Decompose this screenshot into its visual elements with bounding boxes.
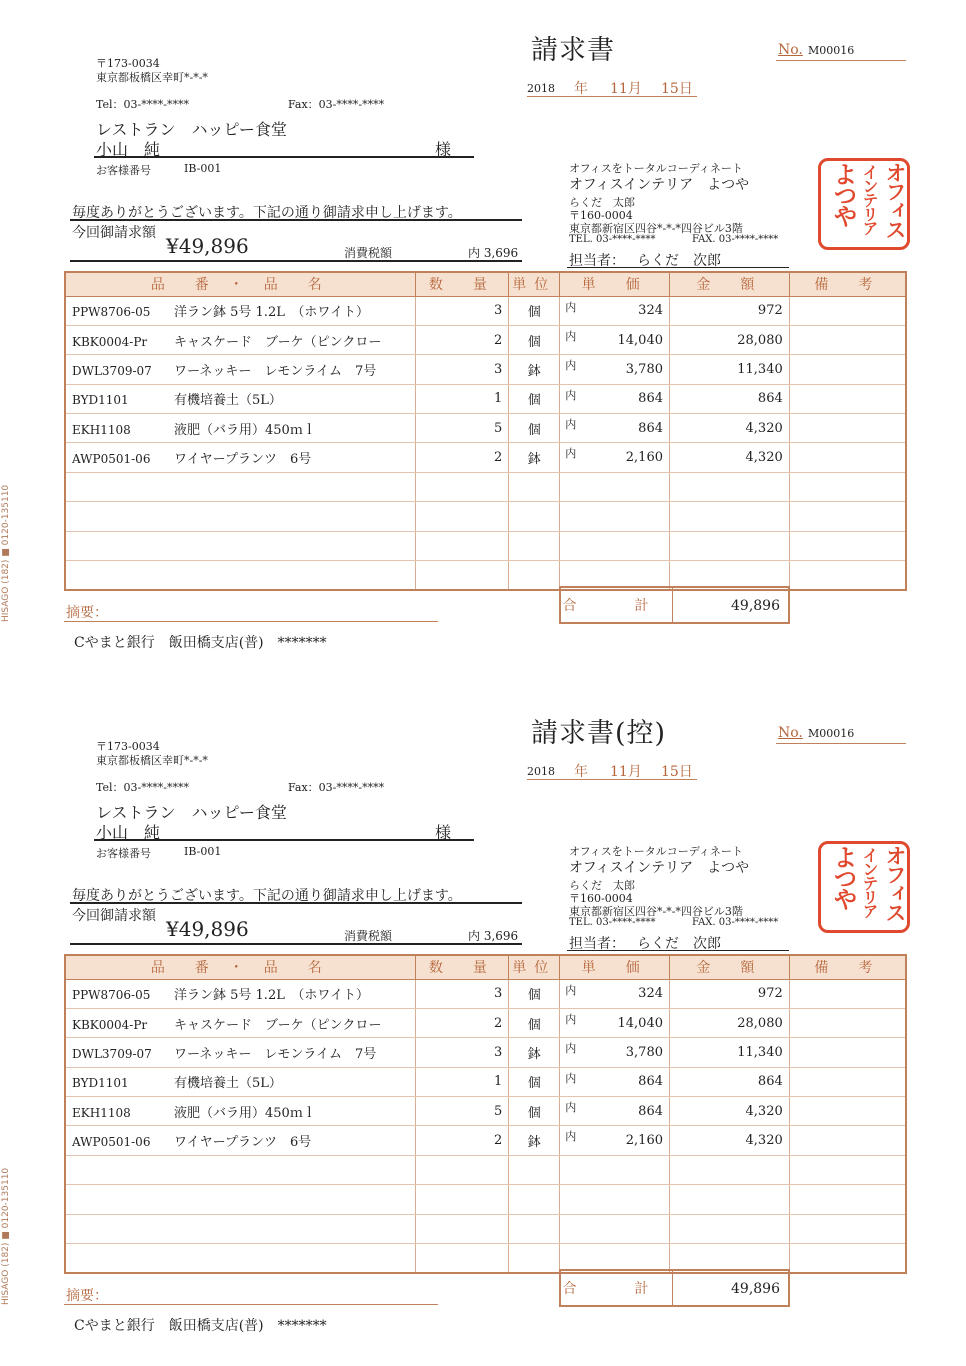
customer-postal: 〒173-0034 <box>96 740 160 753</box>
unit-price-cell <box>560 1038 670 1067</box>
item-name: ワーネッキー レモンライム 7号 <box>174 363 377 379</box>
table-row <box>65 979 906 1008</box>
table-row <box>65 502 906 531</box>
quantity-cell: 5 <box>415 414 509 443</box>
amount-cell: 972 <box>670 979 790 1008</box>
item-name: ワイヤープランツ 6号 <box>174 452 312 468</box>
issuer-tel: TEL. 03-****-**** <box>569 917 656 928</box>
remarks-cell <box>789 355 906 384</box>
invoice-amount: ¥49,896 <box>166 234 249 258</box>
unit-price-cell <box>560 325 670 354</box>
column-header: 備 考 <box>789 272 906 296</box>
remarks-cell <box>789 561 906 590</box>
date-month: 11月 <box>610 764 642 780</box>
tax-label: 消費税額 <box>344 929 393 943</box>
quantity-cell: 2 <box>415 325 509 354</box>
table-row <box>65 472 906 501</box>
customer-tel: Tel：03-****-**** <box>96 781 189 794</box>
tax-included-mark: 内 <box>565 1101 577 1115</box>
unit-cell: 個 <box>509 325 560 354</box>
staff-name: らくだ 次郎 <box>637 936 721 952</box>
remarks-cell <box>789 1097 906 1126</box>
item-name: キャスケード ブーケ（ピンクロー <box>174 334 382 350</box>
issuer-company: オフィスインテリア よつや <box>569 177 750 193</box>
item-code: KBK0004-Pr <box>72 334 148 349</box>
item-cell <box>65 979 415 1008</box>
unit-cell: 個 <box>509 1008 560 1037</box>
table-row <box>65 325 906 354</box>
side-print: HISAGO (182) ■ 0120-135110 <box>1 1167 11 1305</box>
tax-included-mark: 内 <box>565 1012 577 1026</box>
item-cell <box>65 561 415 590</box>
issuer-address: 東京都新宿区四谷*-*-*四谷ビル3階 <box>569 905 743 918</box>
item-cell <box>65 325 415 354</box>
staff-label: 担当者： <box>569 936 625 952</box>
remarks-cell <box>789 1126 906 1155</box>
quantity-cell: 2 <box>415 1126 509 1155</box>
table-row <box>65 1067 906 1096</box>
unit-price-cell <box>560 355 670 384</box>
item-name: 液肥（バラ用）450ｍｌ <box>174 1105 316 1121</box>
table-row <box>65 384 906 413</box>
tax-included-mark: 内 <box>565 300 577 314</box>
unit-price: 2,160 <box>625 450 663 466</box>
unit-cell: 鉢 <box>509 443 560 472</box>
item-code: AWP0501-06 <box>72 452 151 467</box>
unit-cell: 個 <box>509 1097 560 1126</box>
table-row <box>65 355 906 384</box>
amount-cell: 972 <box>670 296 790 325</box>
amount-cell <box>670 472 790 501</box>
unit-cell: 鉢 <box>509 355 560 384</box>
remarks-cell <box>789 1185 906 1214</box>
quantity-cell <box>415 502 509 531</box>
amount-cell <box>670 1214 790 1243</box>
item-cell <box>65 1155 415 1184</box>
issuer-fax: FAX. 03-****-**** <box>692 917 779 928</box>
memo-label: 摘要： <box>66 605 108 621</box>
company-seal: オフィス インテリア よつや <box>818 841 910 933</box>
tax-value: 内 3,696 <box>468 246 519 260</box>
invoice-copy <box>0 683 966 1366</box>
item-cell <box>65 1008 415 1037</box>
unit-cell <box>509 1244 560 1273</box>
number-label: No. <box>778 725 803 741</box>
unit-cell: 鉢 <box>509 1038 560 1067</box>
unit-price-cell <box>560 1067 670 1096</box>
quantity-cell: 3 <box>415 355 509 384</box>
table-row <box>65 414 906 443</box>
customer-fax: Fax：03-****-**** <box>288 781 385 794</box>
quantity-cell: 2 <box>415 1008 509 1037</box>
item-code: EKH1108 <box>72 422 131 437</box>
unit-price-cell <box>560 1155 670 1184</box>
tax-included-mark: 内 <box>565 1130 577 1144</box>
tax-included-mark: 内 <box>565 388 577 402</box>
honorific: 様 <box>435 823 452 842</box>
unit-price-cell <box>560 1126 670 1155</box>
tax-included-mark: 内 <box>565 329 577 343</box>
amount-cell <box>670 502 790 531</box>
tax-included-mark: 内 <box>565 983 577 997</box>
invoice-number: M00016 <box>808 44 855 57</box>
issuer-tagline: オフィスをトータルコーディネート <box>569 162 743 175</box>
staff-name: らくだ 次郎 <box>637 253 721 269</box>
item-code: BYD1101 <box>72 393 129 408</box>
customer-number-label: お客様番号 <box>96 847 151 860</box>
quantity-cell <box>415 1214 509 1243</box>
document-title: 請求書(控) <box>531 718 667 749</box>
customer-fax: Fax：03-****-**** <box>288 98 385 111</box>
item-cell <box>65 1038 415 1067</box>
column-header: 品 番 ・ 品 名 <box>65 272 415 296</box>
unit-cell: 個 <box>509 384 560 413</box>
unit-cell <box>509 472 560 501</box>
item-cell <box>65 296 415 325</box>
tax-included-mark: 内 <box>565 418 577 432</box>
amount-cell: 4,320 <box>670 443 790 472</box>
item-cell <box>65 1126 415 1155</box>
item-name: ワイヤープランツ 6号 <box>174 1135 312 1151</box>
remarks-cell <box>789 472 906 501</box>
issuer-tagline: オフィスをトータルコーディネート <box>569 845 743 858</box>
column-header: 金 額 <box>670 955 790 979</box>
unit-cell <box>509 531 560 560</box>
issuer-postal: 〒160-0004 <box>569 209 633 222</box>
unit-price: 864 <box>638 420 663 436</box>
item-cell <box>65 1097 415 1126</box>
item-code: PPW8706-05 <box>72 988 151 1003</box>
unit-price-cell <box>560 443 670 472</box>
unit-price-cell <box>560 296 670 325</box>
quantity-cell: 2 <box>415 443 509 472</box>
unit-price: 864 <box>638 1103 663 1119</box>
amount-cell: 4,320 <box>670 1097 790 1126</box>
item-code: AWP0501-06 <box>72 1135 151 1150</box>
amount-cell: 28,080 <box>670 325 790 354</box>
item-cell <box>65 355 415 384</box>
unit-cell: 個 <box>509 979 560 1008</box>
remarks-cell <box>789 296 906 325</box>
unit-price-cell <box>560 414 670 443</box>
amount-cell: 4,320 <box>670 1126 790 1155</box>
amount-cell: 864 <box>670 1067 790 1096</box>
quantity-cell: 3 <box>415 1038 509 1067</box>
total-label: 合 計 <box>561 1271 673 1305</box>
unit-cell: 個 <box>509 1067 560 1096</box>
items-table <box>64 271 907 591</box>
total-box <box>559 1269 790 1307</box>
tax-included-mark: 内 <box>565 359 577 373</box>
date-day: 15日 <box>661 81 693 97</box>
customer-number-label: お客様番号 <box>96 164 151 177</box>
date-day: 15日 <box>661 764 693 780</box>
company-seal: オフィス インテリア よつや <box>818 158 910 250</box>
item-name: 洋ラン鉢 5号 1.2L （ホワイト） <box>174 988 369 1004</box>
item-code: DWL3709-07 <box>72 363 152 378</box>
amount-cell: 28,080 <box>670 1008 790 1037</box>
unit-price-cell <box>560 1214 670 1243</box>
issuer-postal: 〒160-0004 <box>569 892 633 905</box>
item-cell <box>65 384 415 413</box>
unit-cell <box>509 502 560 531</box>
customer-tel: Tel：03-****-**** <box>96 98 189 111</box>
quantity-cell <box>415 1185 509 1214</box>
customer-person: 小山 純 <box>96 823 161 842</box>
amount-cell <box>670 1185 790 1214</box>
total-label: 合 計 <box>561 588 673 622</box>
remarks-cell <box>789 1155 906 1184</box>
unit-price-cell <box>560 979 670 1008</box>
unit-price-cell <box>560 1097 670 1126</box>
column-header: 備 考 <box>789 955 906 979</box>
greeting-text: 毎度ありがとうございます。下記の通り御請求申し上げます。 <box>72 888 462 904</box>
customer-number: IB-001 <box>184 162 222 175</box>
table-row <box>65 531 906 560</box>
amount-label: 今回御請求額 <box>72 908 156 924</box>
unit-cell: 鉢 <box>509 1126 560 1155</box>
column-header: 品 番 ・ 品 名 <box>65 955 415 979</box>
quantity-cell <box>415 1244 509 1273</box>
quantity-cell: 3 <box>415 979 509 1008</box>
table-row <box>65 1097 906 1126</box>
item-name: 洋ラン鉢 5号 1.2L （ホワイト） <box>174 305 369 321</box>
issuer-tel: TEL. 03-****-**** <box>569 234 656 245</box>
table-row <box>65 1185 906 1214</box>
customer-number: IB-001 <box>184 845 222 858</box>
issuer-rep: らくだ 太郎 <box>569 879 635 892</box>
invoice-amount: ¥49,896 <box>166 917 249 941</box>
amount-cell <box>670 1155 790 1184</box>
date-year: 2018 <box>527 82 555 95</box>
tax-included-mark: 内 <box>565 447 577 461</box>
unit-price-cell <box>560 531 670 560</box>
total-value: 49,896 <box>731 1281 780 1297</box>
amount-cell: 11,340 <box>670 355 790 384</box>
remarks-cell <box>789 1008 906 1037</box>
item-cell <box>65 1244 415 1273</box>
date-year-label: 年 <box>574 764 588 780</box>
unit-price: 3,780 <box>625 361 663 377</box>
side-print: HISAGO (182) ■ 0120-135110 <box>1 484 11 622</box>
invoice-number: M00016 <box>808 727 855 740</box>
bank-info: Cやまと銀行 飯田橋支店(普) ******* <box>74 635 327 651</box>
quantity-cell: 1 <box>415 384 509 413</box>
quantity-cell <box>415 531 509 560</box>
items-table <box>64 954 907 1274</box>
issuer-company: オフィスインテリア よつや <box>569 860 750 876</box>
unit-price: 324 <box>638 303 663 319</box>
item-cell <box>65 531 415 560</box>
remarks-cell <box>789 325 906 354</box>
date-year-label: 年 <box>574 81 588 97</box>
amount-cell <box>670 531 790 560</box>
column-header: 金 額 <box>670 272 790 296</box>
column-header: 数 量 <box>415 272 509 296</box>
column-header: 単位 <box>509 272 560 296</box>
table-row <box>65 1126 906 1155</box>
column-header: 単 価 <box>560 955 670 979</box>
tax-label: 消費税額 <box>344 246 393 260</box>
table-row <box>65 1214 906 1243</box>
quantity-cell <box>415 561 509 590</box>
unit-price: 14,040 <box>617 1015 663 1031</box>
memo-label: 摘要： <box>66 1288 108 1304</box>
item-code: BYD1101 <box>72 1076 129 1091</box>
unit-cell <box>509 561 560 590</box>
unit-cell <box>509 1185 560 1214</box>
item-name: 有機培養土（5L） <box>174 1076 282 1092</box>
issuer-rep: らくだ 太郎 <box>569 196 635 209</box>
amount-cell: 11,340 <box>670 1038 790 1067</box>
quantity-cell <box>415 472 509 501</box>
tax-value: 内 3,696 <box>468 929 519 943</box>
honorific: 様 <box>435 140 452 159</box>
column-header: 数 量 <box>415 955 509 979</box>
tax-included-mark: 内 <box>565 1071 577 1085</box>
customer-company: レストラン ハッピー食堂 <box>96 120 287 139</box>
unit-cell <box>509 1155 560 1184</box>
customer-address: 東京都板橋区幸町*-*-* <box>96 71 208 84</box>
greeting-text: 毎度ありがとうございます。下記の通り御請求申し上げます。 <box>72 205 462 221</box>
item-code: KBK0004-Pr <box>72 1017 148 1032</box>
table-row <box>65 1038 906 1067</box>
remarks-cell <box>789 531 906 560</box>
unit-cell: 個 <box>509 414 560 443</box>
remarks-cell <box>789 1244 906 1273</box>
date-month: 11月 <box>610 81 642 97</box>
remarks-cell <box>789 1214 906 1243</box>
unit-price-cell <box>560 1008 670 1037</box>
date-year: 2018 <box>527 765 555 778</box>
amount-label: 今回御請求額 <box>72 225 156 241</box>
quantity-cell: 1 <box>415 1067 509 1096</box>
item-cell <box>65 1185 415 1214</box>
item-code: EKH1108 <box>72 1105 131 1120</box>
column-header: 単 価 <box>560 272 670 296</box>
unit-price: 2,160 <box>625 1133 663 1149</box>
issuer-address: 東京都新宿区四谷*-*-*四谷ビル3階 <box>569 222 743 235</box>
item-cell <box>65 414 415 443</box>
customer-company: レストラン ハッピー食堂 <box>96 803 287 822</box>
staff-label: 担当者： <box>569 253 625 269</box>
table-row <box>65 1155 906 1184</box>
item-name: キャスケード ブーケ（ピンクロー <box>174 1017 382 1033</box>
remarks-cell <box>789 384 906 413</box>
unit-price: 14,040 <box>617 332 663 348</box>
item-name: 液肥（バラ用）450ｍｌ <box>174 422 316 438</box>
quantity-cell: 3 <box>415 296 509 325</box>
unit-cell <box>509 1214 560 1243</box>
quantity-cell <box>415 1155 509 1184</box>
item-cell <box>65 472 415 501</box>
issuer-fax: FAX. 03-****-**** <box>692 234 779 245</box>
remarks-cell <box>789 1038 906 1067</box>
remarks-cell <box>789 414 906 443</box>
unit-price: 864 <box>638 391 663 407</box>
customer-address: 東京都板橋区幸町*-*-* <box>96 754 208 767</box>
amount-cell: 864 <box>670 384 790 413</box>
item-cell <box>65 443 415 472</box>
item-name: 有機培養土（5L） <box>174 393 282 409</box>
remarks-cell <box>789 443 906 472</box>
item-name: ワーネッキー レモンライム 7号 <box>174 1046 377 1062</box>
tax-included-mark: 内 <box>565 1042 577 1056</box>
unit-price-cell <box>560 1185 670 1214</box>
customer-person: 小山 純 <box>96 140 161 159</box>
item-cell <box>65 502 415 531</box>
unit-cell: 個 <box>509 296 560 325</box>
table-row <box>65 443 906 472</box>
unit-price: 3,780 <box>625 1044 663 1060</box>
total-value: 49,896 <box>731 598 780 614</box>
column-header: 単位 <box>509 955 560 979</box>
item-cell <box>65 1214 415 1243</box>
unit-price: 864 <box>638 1074 663 1090</box>
amount-cell: 4,320 <box>670 414 790 443</box>
unit-price-cell <box>560 472 670 501</box>
document-title: 請求書 <box>531 35 615 66</box>
total-box <box>559 586 790 624</box>
remarks-cell <box>789 979 906 1008</box>
item-code: PPW8706-05 <box>72 305 151 320</box>
item-code: DWL3709-07 <box>72 1046 152 1061</box>
unit-price-cell <box>560 384 670 413</box>
customer-postal: 〒173-0034 <box>96 57 160 70</box>
number-label: No. <box>778 42 803 58</box>
remarks-cell <box>789 1067 906 1096</box>
bank-info: Cやまと銀行 飯田橋支店(普) ******* <box>74 1318 327 1334</box>
quantity-cell: 5 <box>415 1097 509 1126</box>
unit-price: 324 <box>638 986 663 1002</box>
table-row <box>65 296 906 325</box>
unit-price-cell <box>560 502 670 531</box>
table-row <box>65 1008 906 1037</box>
item-cell <box>65 1067 415 1096</box>
remarks-cell <box>789 502 906 531</box>
